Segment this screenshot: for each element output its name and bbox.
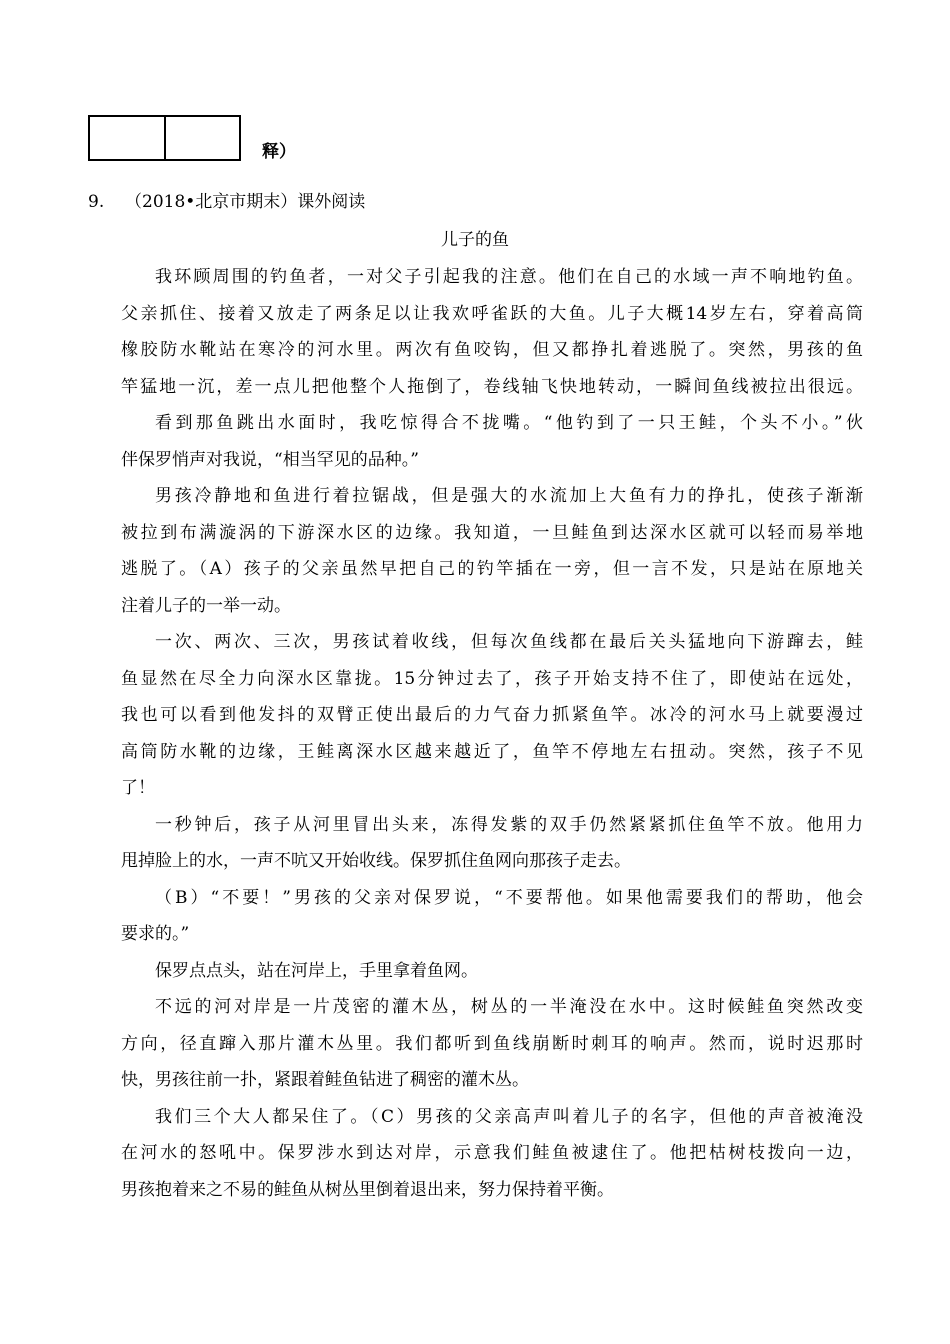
passage-line: 竿猛地一沉，差一点儿把他整个人拖倒了，卷线轴飞快地转动，一瞬间鱼线被拉出很远。 (121, 377, 863, 397)
passage-line: 我也可以看到他发抖的双臂正使出最后的力气奋力抓紧鱼竿。冰冷的河水马上就要漫过 (121, 705, 863, 725)
answer-box-cell-2 (164, 117, 240, 159)
passage-line: 橡胶防水靴站在寒冷的河水里。两次有鱼咬钩，但又都挣扎着逃脱了。突然，男孩的鱼 (121, 340, 863, 360)
passage-line: 甩掉脸上的水，一声不吭又开始收线。保罗抓住鱼网向那孩子走去。 (121, 851, 631, 871)
passage-line: 我环顾周围的钓鱼者，一对父子引起我的注意。他们在自己的水域一声不响地钓鱼。 (155, 267, 863, 287)
passage-line: 一秒钟后，孩子从河里冒出头来，冻得发紫的双手仍然紧紧抓住鱼竿不放。他用力 (155, 815, 863, 835)
answer-box-suffix: 释） (262, 142, 296, 162)
passage-line: 高筒防水靴的边缘，王鲑离深水区越来越近了，鱼竿不停地左右扭动。突然，孩子不见 (121, 742, 863, 762)
passage-line: 快，男孩往前一扑，紧跟着鲑鱼钻进了稠密的灌木丛。 (121, 1070, 529, 1090)
passage-line: 要求的。” (121, 924, 190, 944)
answer-boxes (88, 115, 241, 161)
question-number: 9. (88, 192, 105, 212)
passage-line: 保罗点点头，站在河岸上，手里拿着鱼网。 (155, 961, 478, 981)
passage-line: 男孩冷静地和鱼进行着拉锯战，但是强大的水流加上大鱼有力的挣扎，使孩子渐渐 (155, 486, 863, 506)
passage-line: 伴保罗悄声对我说，“相当罕见的品种。” (121, 450, 419, 470)
passage-line: 看到那鱼跳出水面时，我吃惊得合不拢嘴。“他钓到了一只王鲑，个头不小。”伙 (155, 413, 863, 433)
passage-line: 了！ (121, 778, 155, 798)
passage-line: 方向，径直蹿入那片灌木丛里。我们都听到鱼线崩断时刺耳的响声。然而，说时迟那时 (121, 1034, 863, 1054)
passage-line: 注着儿子的一举一动。 (121, 596, 291, 616)
passage-line: 男孩抱着来之不易的鲑鱼从树丛里倒着退出来，努力保持着平衡。 (121, 1180, 614, 1200)
question-source: （2018•北京市期末）课外阅读 (125, 192, 366, 212)
passage-line: 我们三个大人都呆住了。（C）男孩的父亲高声叫着儿子的名字，但他的声音被淹没 (155, 1107, 863, 1127)
passage-line: （B）“不要！”男孩的父亲对保罗说，“不要帮他。如果他需要我们的帮助，他会 (155, 888, 863, 908)
passage-line: 在河水的怒吼中。保罗涉水到达对岸，示意我们鲑鱼被逮住了。他把枯树枝拨向一边， (121, 1143, 863, 1163)
answer-box-cell-1 (90, 117, 164, 159)
passage-line: 逃脱了。（A）孩子的父亲虽然早把自己的钓竿插在一旁，但一言不发，只是站在原地关 (121, 559, 863, 579)
passage-line: 被拉到布满漩涡的下游深水区的边缘。我知道，一旦鲑鱼到达深水区就可以轻而易举地 (121, 523, 863, 543)
passage-line: 不远的河对岸是一片茂密的灌木丛，树丛的一半淹没在水中。这时候鲑鱼突然改变 (155, 997, 863, 1017)
passage-title: 儿子的鱼 (441, 230, 509, 250)
passage-line: 一次、两次、三次，男孩试着收线，但每次鱼线都在最后关头猛地向下游蹿去，鲑 (155, 632, 863, 652)
passage-line: 鱼显然在尽全力向深水区靠拢。15分钟过去了，孩子开始支持不住了，即使站在远处， (121, 669, 863, 689)
passage-line: 父亲抓住、接着又放走了两条足以让我欢呼雀跃的大鱼。儿子大概14岁左右，穿着高筒 (121, 304, 863, 324)
